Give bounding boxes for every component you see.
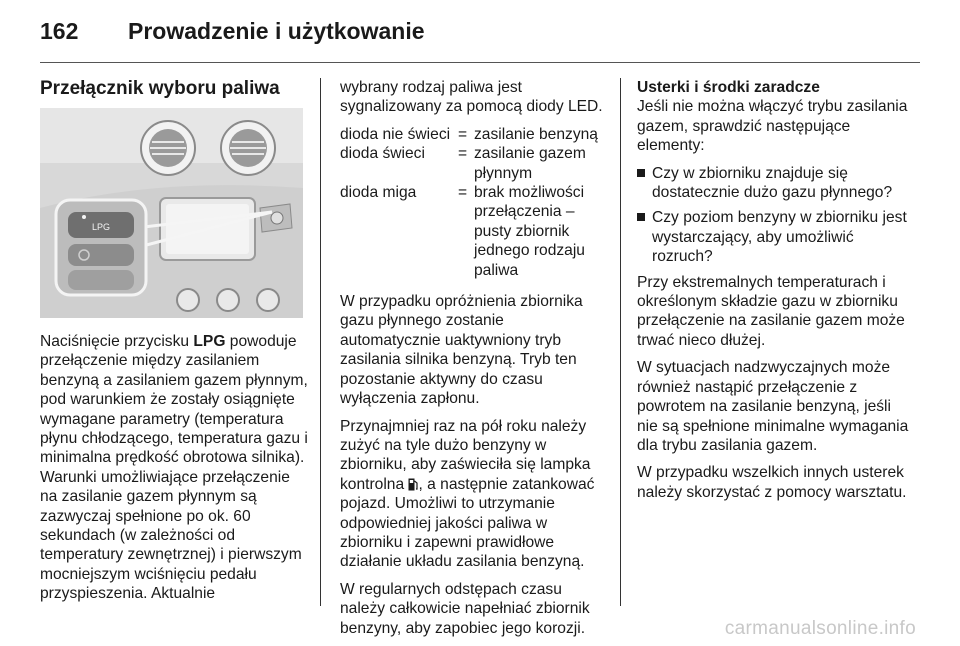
air-vent-icon — [221, 121, 275, 175]
fuel-pump-icon — [408, 478, 418, 491]
bullet-icon — [637, 213, 645, 221]
lpg-label: LPG — [193, 333, 226, 350]
page-number: 162 — [40, 18, 79, 44]
lpg-button-label: LPG — [92, 222, 111, 232]
page-title: Prowadzenie i użytkowanie — [128, 18, 425, 44]
right-intro: Jeśli nie można włączyć trybu zasilania gazem, sprawdzić następujące elementy: — [637, 98, 908, 155]
led-definitions-table — [340, 125, 605, 280]
middle-intro: wybrany rodzaj paliwa jest sygnalizowany za pomocą diody LED. — [340, 79, 603, 116]
left-paragraph: Naciśnięcie przycisku LPG powoduje przełączenie między zasilaniem benzyną a zasilaniem gazem płynnym, pod warunkiem że zostały osiągnięte wymagane parametry (temperatura płynu chłodzącego, temperatura gazu i minimalna prędkość obrotowa silnika). Warunki umożliwiające przełączenie na zasilanie gazem płynnym są zazwyczaj spełnione po ok. 60 sekundach (w zależności od temperatury zewnętrznej) i pierwszym mocniejszym wciśnięciu pedału przyspieszenia. Aktualnie — [40, 333, 308, 603]
middle-paragraph: Przynajmniej raz na pół roku należy zużyć na tyle dużo benzyny w zbiorniku, aby zaświeciła się lampka kontrolna , a następnie zatankować pojazd. Umożliwi to utrzymanie odpowiedniej jakości paliwa w zbiorniku i zapewni prawidłowe działanie układu zasilania benzyną. — [340, 417, 595, 571]
definition-row: dioda nie świeci = zasilanie benzyną — [340, 125, 598, 143]
left-column — [40, 332, 308, 612]
bullet-icon — [637, 169, 645, 177]
definition-row: dioda świeci = zasilanie gazem płynnym — [340, 145, 586, 182]
column-divider — [620, 78, 621, 606]
checklist — [637, 164, 912, 267]
right-heading: Usterki i środki zaradcze — [637, 79, 820, 96]
section-title: Przełącznik wyboru paliwa — [40, 78, 280, 99]
right-column — [637, 78, 912, 510]
lpg-switch-illustration — [40, 108, 303, 318]
list-item: Czy poziom benzyny w zbiorniku jest wystarczający, aby umożliwić rozruch? — [637, 208, 912, 266]
definition-row: dioda miga = brak możliwości przełączenia – pusty zbiornik jednego rodzaju paliwa — [340, 184, 585, 279]
page-header — [40, 18, 920, 58]
right-paragraph: Przy ekstremalnych temperaturach i określonym składzie gazu w zbiorniku przełączenie na zasilanie gazem może trwać nieco dłużej. — [637, 273, 905, 349]
header-rule — [40, 62, 920, 63]
right-paragraph: W przypadku wszelkich innych usterek należy skorzystać z pomocy warsztatu. — [637, 464, 907, 501]
middle-paragraph: W regularnych odstępach czasu należy całkowicie napełniać zbiornik benzyny, aby zapobiec jego korozji. — [340, 580, 590, 637]
middle-paragraph: W przypadku opróżnienia zbiornika gazu płynnego zostanie automatycznie uaktywniony tryb zasilania silnika benzyną. Tryb ten pozostanie aktywny do czasu wyłączenia zapłonu. — [340, 293, 583, 408]
list-item: Czy w zbiorniku znajduje się dostatecznie dużo gazu płynnego? — [637, 164, 912, 203]
column-divider — [320, 78, 321, 606]
air-vent-icon — [141, 121, 195, 175]
watermark: carmanualsonline.info — [724, 618, 916, 639]
middle-column — [340, 78, 605, 646]
right-paragraph: W sytuacjach nadzwyczajnych może również nastąpić przełączenie z powrotem na zasilanie benzyną, jeśli nie są spełnione minimalne wymagania dla trybu zasilania gazem. — [637, 359, 909, 454]
